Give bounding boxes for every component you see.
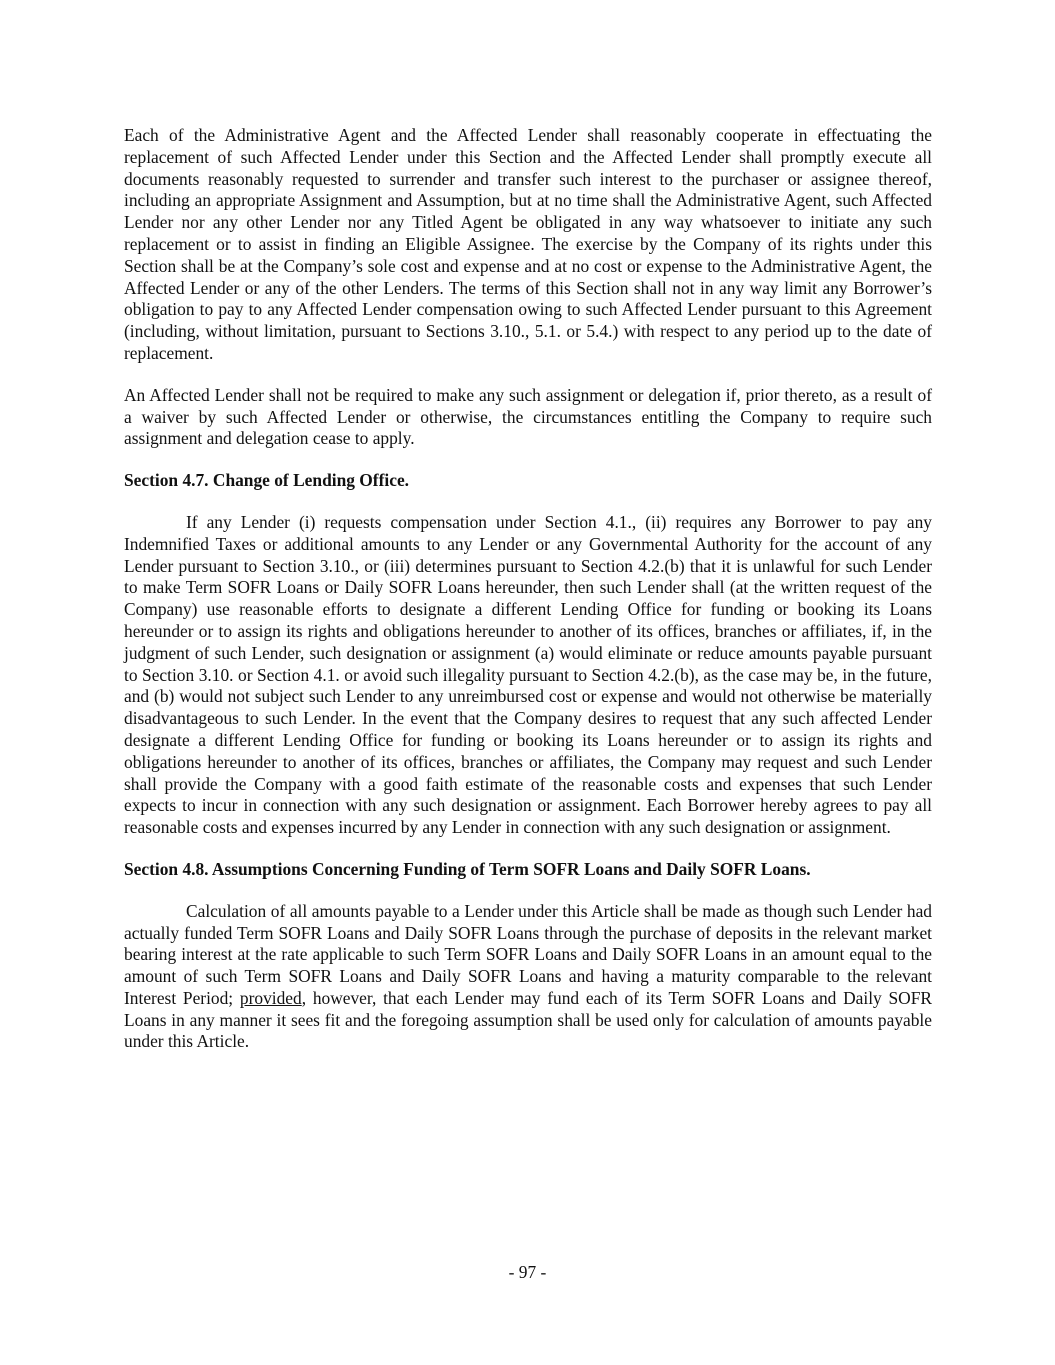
section-4-7 — [124, 470, 932, 839]
section-4-8 — [124, 859, 932, 1053]
section-body: If any Lender (i) requests compensation under Section 4.1., (ii) requires any Borrower to pay any Indemnified Taxes or additional amounts to any Lender or any Governmental Authority for the account of any Lender pursuant to Section 3.10., or (iii) determines pursuant to Section 4.2.(b) that it is unlawful for such Lender to make Term SOFR Loans or Daily SOFR Loans hereunder, then such Lender shall (at the written request of the Company) use reasonable efforts to designate a different Lending Office for funding or booking its Loans hereunder or to assign its rights and obligations hereunder to another of its offices, branches or affiliates, if, in the judgment of such Lender, such designation or assignment (a) would eliminate or reduce amounts payable pursuant to Section 3.10. or Section 4.1. or avoid such illegality pursuant to Section 4.2.(b), as the case may be, in the future, and (b) would not subject such Lender to any unreimbursed cost or expense and would not otherwise be materially disadvantageous to such Lender. In the event that the Company desires to request that any such affected Lender designate a different Lending Office for funding or booking its Loans hereunder or to assign its rights and obligations hereunder to another of its offices, branches or affiliates, the Company may request and such Lender shall provide the Company with a good faith estimate of the reasonable costs and expenses that such Lender expects to incur in connection with any such designation or assignment. Each Borrower hereby agrees to pay all reasonable costs and expenses incurred by any Lender in connection with any such designation or assignment. — [124, 511, 932, 838]
section-body — [124, 901, 932, 1054]
document-page — [124, 125, 932, 1073]
section-heading: Section 4.8. Assumptions Concerning Funding of Term SOFR Loans and Daily SOFR Loans. — [124, 858, 811, 879]
section-body-text: , however, that each Lender may fund each of its Term SOFR Loans and Daily SOFR Loans in any manner it sees fit and the foregoing assumption shall be used only for calculation of amounts payable under this Article. — [124, 987, 932, 1052]
section-heading: Section 4.7. Change of Lending Office. — [124, 470, 410, 491]
paragraph-assignment-waiver: An Affected Lender shall not be required to make any such assignment or delegation if, prior thereto, as a result of a waiver by such Affected Lender or otherwise, the circumstances entitling the Company to require such assignment and delegation cease to apply. — [124, 384, 932, 449]
underlined-term: provided — [239, 987, 302, 1008]
paragraph-replacement-cooperation: Each of the Administrative Agent and the Affected Lender shall reasonably cooperate in effectuating the replacement of such Affected Lender under this Section and the Affected Lender shall promptly execute all documents reasonably requested to surrender and transfer such interest to the purchaser or assignee thereof, including an appropriate Assignment and Assumption, but at no time shall the Administrative Agent, such Affected Lender nor any other Lender nor any Titled Agent be obligated in any way whatsoever to initiate any such replacement or to assist in finding an Eligible Assignee. The exercise by the Company of its rights under this Section shall be at the Company’s sole cost and expense and at no cost or expense to the Administrative Agent, the Affected Lender or any of the other Lenders. The terms of this Section shall not in any way limit any Borrower’s obligation to pay to any Affected Lender compensation owing to such Affected Lender pursuant to this Agreement (including, without limitation, pursuant to Sections 3.10., 5.1. or 5.4.) with respect to any period up to the date of replacement. — [124, 125, 932, 363]
page-number: - 97 - — [508, 1262, 547, 1282]
section-body-text: Calculation of all amounts payable to a Lender under this Article shall be made as though such Lender had actually funded Term SOFR Loans and Daily SOFR Loans through the purchase of deposits in the relevant market bearing interest at the rate applicable to such Term SOFR Loans and Daily SOFR Loans in an amount equal to the amount of such Term SOFR Loans and Daily SOFR Loans and having a maturity comparable to the relevant Interest Period; — [124, 900, 932, 1008]
